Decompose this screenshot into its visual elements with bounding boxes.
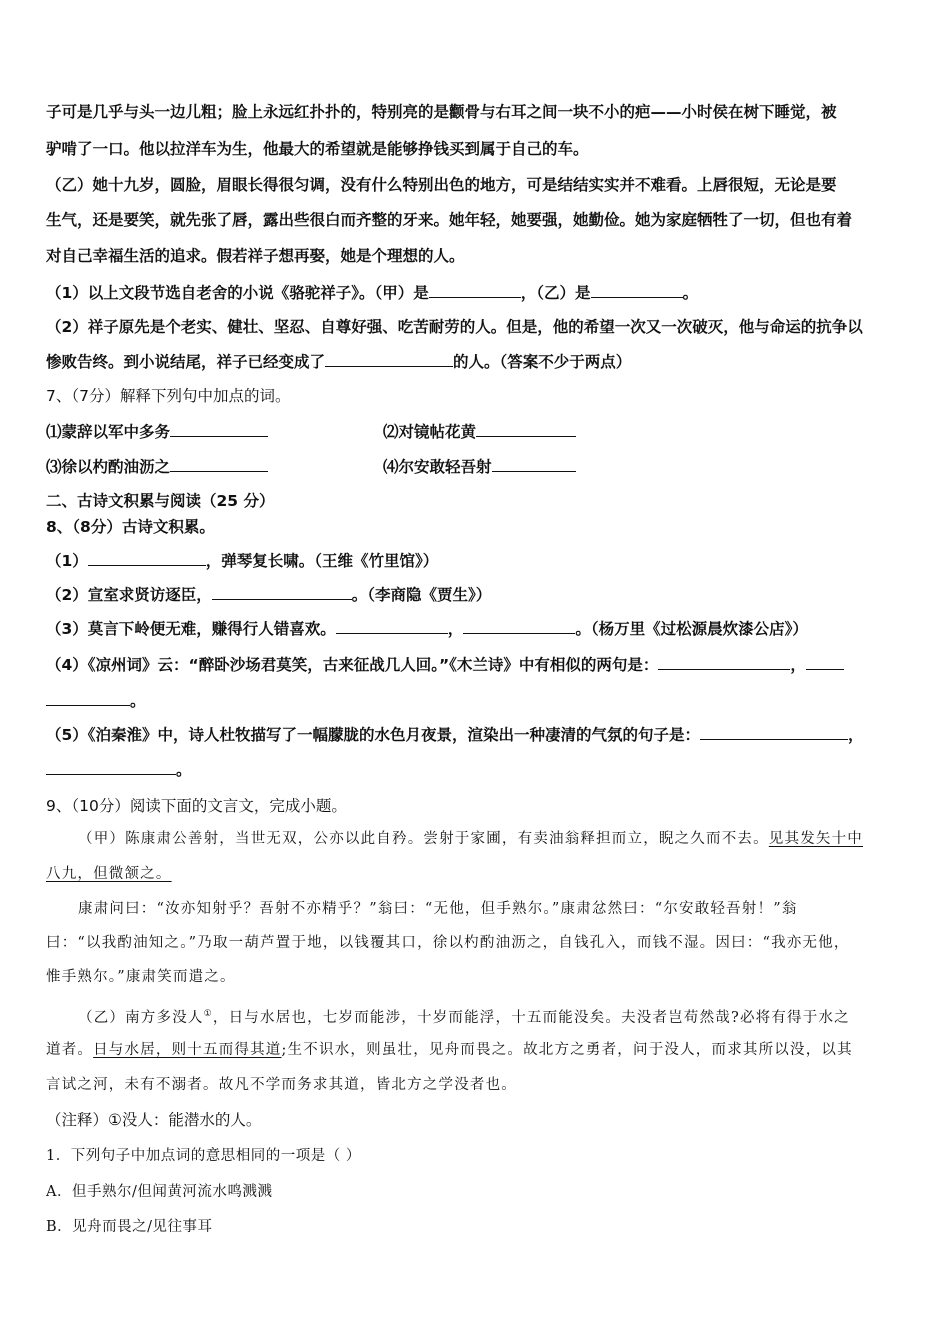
q8-sub2: （2）宣室求贤访逐臣， 。（李商隐《贾生》） — [46, 586, 492, 604]
classical-text-line: 道者。日与水居，则十五而得其道;生不识水，则虽壮，见舟而畏之。故北方之勇者，问于没人，而求其所以没，以其 — [46, 1042, 853, 1058]
passage-line: 生气，还是要笑，就先张了唇，露出些很白而齐整的牙来。她年轻，她要强，她勤俭。她为家庭牺牲了一切，但也有着 — [46, 211, 853, 229]
answer-blank[interactable] — [700, 724, 848, 740]
sub-question-1: 1．下列句子中加点词的意思相同的一项是（ ） — [46, 1148, 361, 1164]
footnote-marker: ① — [203, 1009, 213, 1019]
answer-blank[interactable] — [212, 584, 352, 600]
answer-blank[interactable] — [658, 654, 790, 670]
answer-blank[interactable] — [170, 421, 268, 437]
q8-sub4-cont: 。 — [46, 690, 146, 711]
q8-sub5: （5）《泊秦淮》中，诗人杜牧描写了一幅朦胧的水色月夜景，渲染出一种凄清的气氛的句子是： ， — [46, 726, 864, 744]
section-heading: 二、古诗文积累与阅读（25 分） — [46, 492, 275, 510]
annotation-note: （注释）①没人：能潜水的人。 — [46, 1111, 262, 1129]
passage-line: 驴啃了一口。他以拉洋车为生，他最大的希望就是能够挣钱买到属于自己的车。 — [46, 140, 589, 158]
answer-blank[interactable] — [88, 550, 206, 566]
answer-blank[interactable] — [476, 421, 576, 437]
answer-blank[interactable] — [492, 456, 576, 472]
classical-text-line — [46, 864, 172, 884]
classical-text-line: 惟手熟尔。”康肃笑而遣之。 — [46, 969, 236, 985]
q8-sub1: （1） ，弹琴复长啸。（王维《竹里馆》） — [46, 552, 439, 570]
answer-blank[interactable] — [170, 456, 268, 472]
q7-item-3: ⑶徐以杓酌油沥之 — [46, 456, 268, 477]
q7-item-4: ⑷尔安敢轻吾射 — [383, 456, 576, 477]
classical-text-line: 康肃问曰：“汝亦知射乎？吾射不亦精乎？”翁曰：“无他，但手熟尔。”康肃忿然曰：“尔安敢轻吾射！”翁 — [78, 901, 798, 917]
q7-item-1: ⑴蒙辞以军中多务 — [46, 421, 268, 442]
answer-blank[interactable] — [46, 759, 176, 775]
answer-blank[interactable] — [429, 282, 521, 298]
classical-text-line: （甲）陈康肃公善射，当世无双，公亦以此自矜。尝射于家圃，有卖油翁释担而立，睨之久而不去。见其发矢十中 — [78, 831, 863, 847]
q7-item-2: ⑵对镜帖花黄 — [383, 421, 576, 442]
answer-blank[interactable] — [46, 690, 130, 706]
q8-sub3: （3）莫言下岭便无难，赚得行人错喜欢。 ， 。（杨万里《过松源晨炊漆公店》） — [46, 620, 808, 638]
underlined-sentence: 见其发矢十中 — [768, 831, 863, 847]
answer-blank[interactable] — [806, 654, 844, 670]
classical-text-line: 曰：“以我酌油知之。”乃取一葫芦置于地，以钱覆其口，徐以杓酌油沥之，自钱孔入，而钱不湿。因曰：“我亦无他， — [46, 935, 850, 951]
underlined-sentence: 八九，但微颔之。 — [46, 866, 172, 882]
q8-title: 8、（8分）古诗文积累。 — [46, 518, 215, 536]
q9-title: 9、（10分）阅读下面的文言文，完成小题。 — [46, 797, 347, 815]
passage-line: 子可是几乎与头一边儿粗；脸上永远红扑扑的，特别亮的是颧骨与右耳之间一块不小的疤——小时侯在树下睡觉，被 — [46, 103, 837, 121]
q6-sub2-line2: 惨败告终。到小说结尾，祥子已经变成了 的人。（答案不少于两点） — [46, 353, 632, 371]
passage-line: 对自己幸福生活的追求。假若祥子想再娶，她是个理想的人。 — [46, 247, 465, 265]
answer-blank[interactable] — [591, 282, 683, 298]
q6-sub1: （1）以上文段节选自老舍的小说《骆驼祥子》。（甲）是 ，（乙）是 。 — [46, 284, 699, 302]
classical-text-line: （乙）南方多没人①，日与水居也，七岁而能涉，十岁而能浮，十五而能没矣。夫没者岂苟然哉?必将有得于水之 — [78, 1009, 850, 1026]
option-b[interactable]: B．见舟而畏之/见往事耳 — [46, 1219, 213, 1235]
q8-sub5-cont: 。 — [46, 759, 192, 780]
q8-sub4: （4）《凉州词》云：“醉卧沙场君莫笑，古来征战几人回。”《木兰诗》中有相似的两句是： ， — [46, 654, 844, 675]
passage-line: （乙）她十九岁，圆脸，眉眼长得很匀调，没有什么特别出色的地方，可是结结实实并不难看。上唇很短，无论是要 — [46, 176, 837, 194]
q6-sub2-line1: （2）祥子原先是个老实、健壮、坚忍、自尊好强、吃苦耐劳的人。但是，他的希望一次又一次破灭，他与命运的抗争以 — [46, 318, 863, 336]
underlined-sentence: 日与水居，则十五而得其道 — [93, 1042, 282, 1058]
option-a[interactable]: A．但手熟尔/但闻黄河流水鸣溅溅 — [46, 1184, 273, 1200]
q7-title: 7、（7分）解释下列句中加点的词。 — [46, 387, 291, 405]
answer-blank[interactable] — [336, 618, 448, 634]
classical-text-line: 言试之河，未有不溺者。故凡不学而务求其道，皆北方之学没者也。 — [46, 1077, 517, 1093]
answer-blank[interactable] — [325, 351, 453, 367]
answer-blank[interactable] — [463, 618, 575, 634]
